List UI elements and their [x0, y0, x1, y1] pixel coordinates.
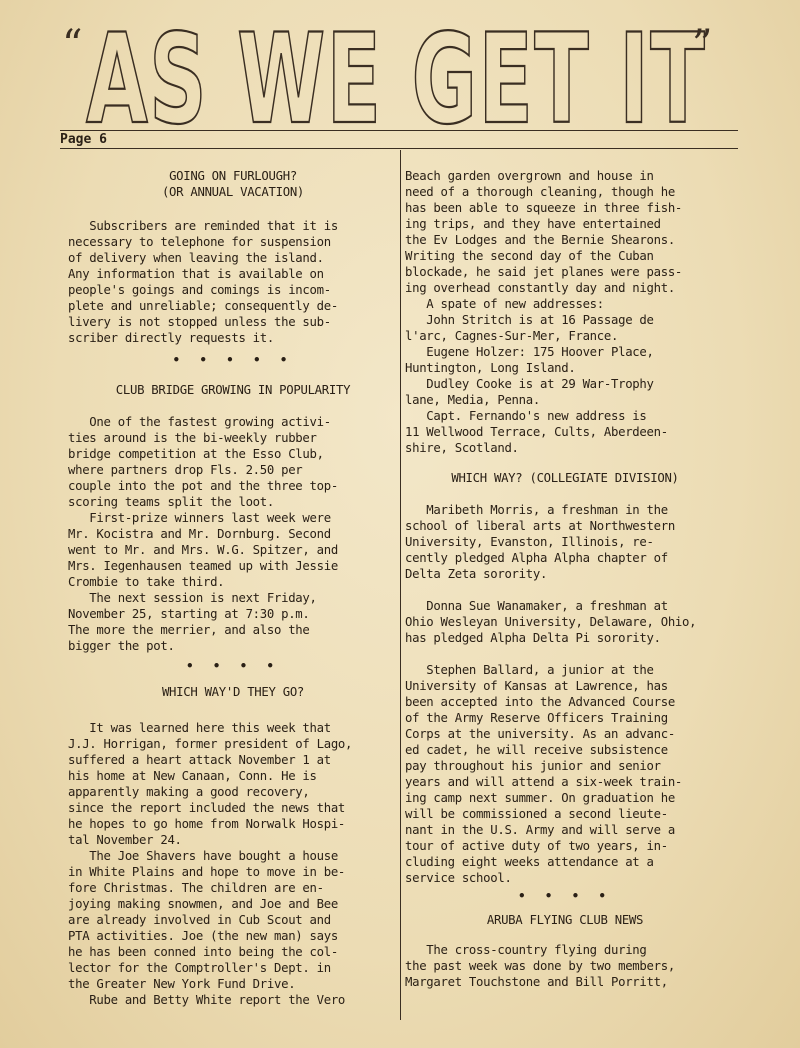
text-line: Ohio Wesleyan University, Delaware, Ohio,	[405, 615, 697, 629]
whichway-article	[68, 720, 398, 1008]
text-line: ing camp next summer. On graduation he	[405, 791, 675, 805]
text-line: livery is not stopped unless the sub-	[68, 315, 331, 329]
text-line: suffered a heart attack November 1 at	[68, 753, 331, 767]
masthead-close-quote: ”	[692, 22, 713, 68]
left-column	[68, 168, 398, 1008]
text-line: J.J. Horrigan, former president of Lago,	[68, 737, 353, 751]
masthead-rule-bottom	[60, 148, 738, 149]
text-line: ing overhead constantly day and night.	[405, 281, 675, 295]
masthead-rule-top	[60, 130, 738, 131]
text-line: has pledged Alpha Delta Pi sorority.	[405, 631, 661, 645]
text-line: need of a thorough cleaning, though he	[405, 185, 675, 199]
text-line: November 25, starting at 7:30 p.m.	[68, 607, 310, 621]
text-line: ties around is the bi-weekly rubber	[68, 431, 317, 445]
text-line: lector for the Comptroller's Dept. in	[68, 961, 331, 975]
text-line: Donna Sue Wanamaker, a freshman at	[405, 599, 668, 613]
text-line: 11 Wellwood Terrace, Cults, Aberdeen-	[405, 425, 668, 439]
text-line: Any information that is available on	[68, 267, 324, 281]
text-line: blockade, he said jet planes were pass-	[405, 265, 683, 279]
whichway-heading: WHICH WAY'D THEY GO?	[161, 685, 305, 699]
text-line: years and will attend a six-week train-	[405, 775, 683, 789]
text-line: since the report included the news that	[68, 801, 346, 815]
continued-article	[405, 168, 725, 456]
section-separator: • • • • •	[172, 353, 294, 367]
text-line: Rube and Betty White report the Vero	[68, 993, 346, 1007]
collegiate-item-wanamaker	[405, 598, 725, 646]
text-line: Stephen Ballard, a junior at the	[405, 663, 654, 677]
flying-article	[405, 942, 725, 990]
text-line: school of liberal arts at Northwestern	[405, 519, 675, 533]
masthead-open-quote: “	[62, 22, 83, 68]
text-line: The cross-country flying during	[405, 943, 647, 957]
text-line: been accepted into the Advanced Course	[405, 695, 675, 709]
text-line: Eugene Holzer: 175 Hoover Place,	[405, 345, 654, 359]
text-line: scoring teams split the loot.	[68, 495, 274, 509]
text-line: of the Army Reserve Officers Training	[405, 711, 668, 725]
text-line: Mr. Kocistra and Mr. Dornburg. Second	[68, 527, 331, 541]
collegiate-item-morris	[405, 502, 725, 582]
text-line: First-prize winners last week were	[68, 511, 331, 525]
text-line: Beach garden overgrown and house in	[405, 169, 654, 183]
text-line: went to Mr. and Mrs. W.G. Spitzer, and	[68, 543, 338, 557]
section-separator: • • • •	[518, 889, 612, 903]
text-line: Maribeth Morris, a freshman in the	[405, 503, 668, 517]
text-line: pay throughout his junior and senior	[405, 759, 661, 773]
text-line: bridge competition at the Esso Club,	[68, 447, 324, 461]
text-line: the past week was done by two members,	[405, 959, 675, 973]
text-line: Corps at the university. As an advanc-	[405, 727, 675, 741]
text-line: Crombie to take third.	[68, 575, 225, 589]
furlough-heading: GOING ON FURLOUGH?	[169, 169, 297, 183]
text-line: ed cadet, he will receive subsistence	[405, 743, 668, 757]
text-line: joying making snowmen, and Joe and Bee	[68, 897, 338, 911]
text-line: Delta Zeta sorority.	[405, 567, 548, 581]
column-divider	[400, 150, 401, 1020]
text-line: necessary to telephone for suspension	[68, 235, 331, 249]
text-line: people's goings and comings is incom-	[68, 283, 331, 297]
text-line: PTA activities. Joe (the new man) says	[68, 929, 338, 943]
text-line: apparently making a good recovery,	[68, 785, 310, 799]
text-line: It was learned here this week that	[68, 721, 331, 735]
text-line: Mrs. Iegenhausen teamed up with Jessie	[68, 559, 338, 573]
collegiate-item-ballard	[405, 662, 725, 886]
text-line: the Ev Lodges and the Bernie Shearons.	[405, 233, 675, 247]
furlough-subheading: (OR ANNUAL VACATION)	[161, 185, 305, 199]
text-line: lane, Media, Penna.	[405, 393, 540, 407]
right-column	[405, 168, 725, 990]
text-line: fore Christmas. The children are en-	[68, 881, 324, 895]
furlough-article	[68, 218, 398, 346]
text-line: The Joe Shavers have bought a house	[68, 849, 338, 863]
text-line: nant in the U.S. Army and will serve a	[405, 823, 675, 837]
text-line: will be commissioned a second lieute-	[405, 807, 668, 821]
text-line: couple into the pot and the three top-	[68, 479, 338, 493]
text-line: scriber directly requests it.	[68, 331, 274, 345]
text-line: Dudley Cooke is at 29 War-Trophy	[405, 377, 654, 391]
text-line: University, Evanston, Illinois, re-	[405, 535, 654, 549]
text-line: where partners drop Fls. 2.50 per	[68, 463, 303, 477]
bridge-article	[68, 414, 398, 654]
page-number: Page 6	[60, 132, 107, 147]
text-line: Margaret Touchstone and Bill Porritt,	[405, 975, 668, 989]
text-line: in White Plains and hope to move in be-	[68, 865, 346, 879]
text-line: the Greater New York Fund Drive.	[68, 977, 296, 991]
text-line: Capt. Fernando's new address is	[405, 409, 647, 423]
text-line: Writing the second day of the Cuban	[405, 249, 654, 263]
text-line: of delivery when leaving the island.	[68, 251, 324, 265]
text-line: Subscribers are reminded that it is	[68, 219, 338, 233]
text-line: he has been conned into being the col-	[68, 945, 338, 959]
text-line: he hopes to go home from Norwalk Hospi-	[68, 817, 346, 831]
text-line: cluding eight weeks attendance at a	[405, 855, 654, 869]
text-line: are already involved in Cub Scout and	[68, 913, 331, 927]
text-line: The more the merrier, and also the	[68, 623, 310, 637]
text-line: A spate of new addresses:	[405, 297, 604, 311]
flying-heading: ARUBA FLYING CLUB NEWS	[486, 913, 644, 927]
text-line: his home at New Canaan, Conn. He is	[68, 769, 317, 783]
text-line: One of the fastest growing activi-	[68, 415, 331, 429]
bridge-heading: CLUB BRIDGE GROWING IN POPULARITY	[115, 383, 351, 397]
section-separator: • • • •	[186, 659, 280, 673]
masthead	[60, 10, 750, 135]
text-line: shire, Scotland.	[405, 441, 519, 455]
text-line: Huntington, Long Island.	[405, 361, 576, 375]
text-line: service school.	[405, 871, 512, 885]
text-line: John Stritch is at 16 Passage de	[405, 313, 654, 327]
text-line: cently pledged Alpha Alpha chapter of	[405, 551, 668, 565]
text-line: tal November 24.	[68, 833, 182, 847]
text-line: ing trips, and they have entertained	[405, 217, 661, 231]
collegiate-heading: WHICH WAY? (COLLEGIATE DIVISION)	[451, 471, 679, 485]
text-line: The next session is next Friday,	[68, 591, 317, 605]
text-line: has been able to squeeze in three fish-	[405, 201, 683, 215]
masthead-title: AS WE GET IT	[86, 10, 706, 135]
text-line: University of Kansas at Lawrence, has	[405, 679, 668, 693]
text-line: bigger the pot.	[68, 639, 175, 653]
text-line: plete and unreliable; consequently de-	[68, 299, 338, 313]
text-line: tour of active duty of two years, in-	[405, 839, 668, 853]
text-line: l'arc, Cagnes-Sur-Mer, France.	[405, 329, 619, 343]
